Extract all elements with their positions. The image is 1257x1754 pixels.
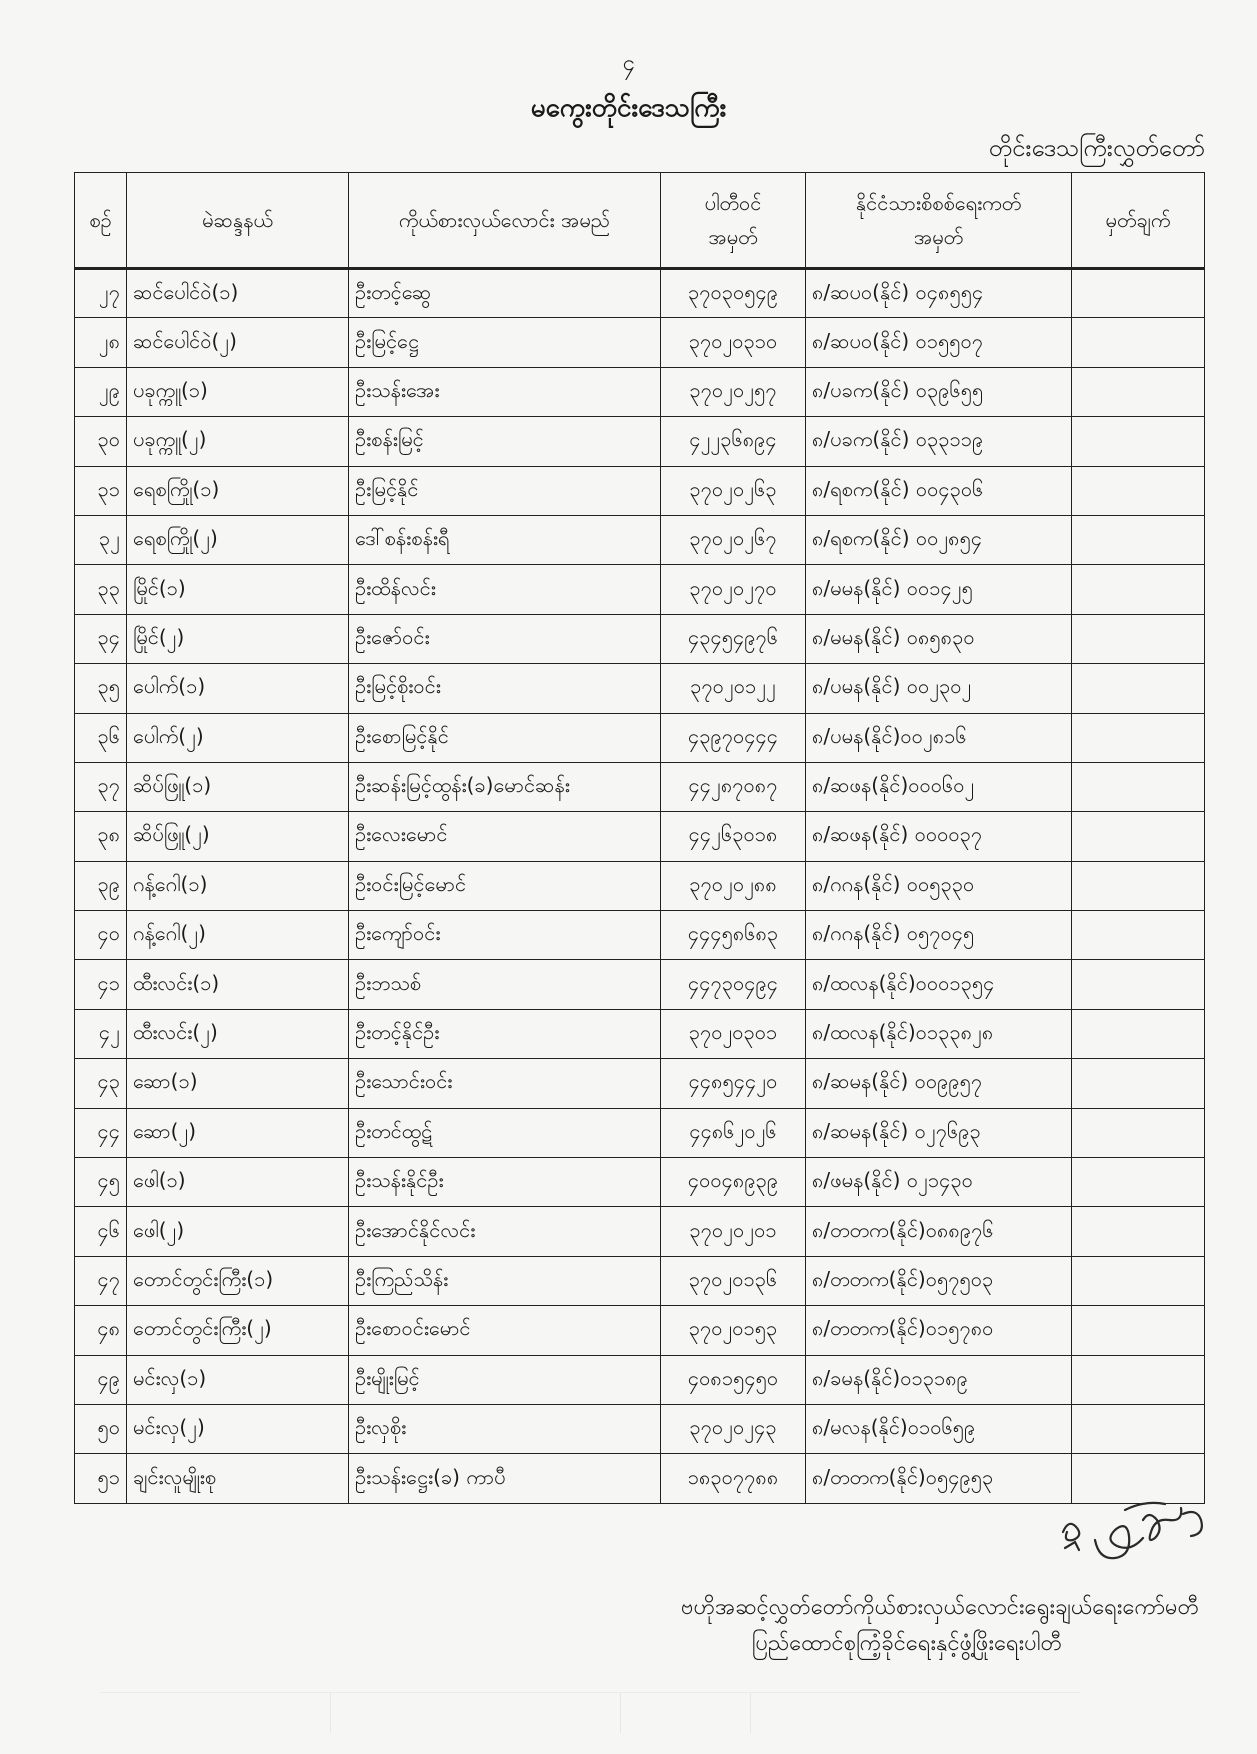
row-party-number: ၄၄၂၆၃၀၁၈ [661, 812, 806, 861]
row-constituency: ဂန့်ဂေါ(၂) [127, 911, 349, 960]
row-candidate-name: ဦးဘသစ် [349, 960, 661, 1009]
row-remark [1072, 812, 1205, 861]
row-constituency: မြိုင်(၂) [127, 614, 349, 663]
table-row [75, 466, 1205, 515]
row-number: ၄၃ [75, 1059, 127, 1108]
row-candidate-name: ဦးအောင်နိုင်လင်း [349, 1207, 661, 1256]
row-number: ၃၂ [75, 515, 127, 564]
row-party-number: ၃၇၀၂၀၃၁၀ [661, 318, 806, 367]
row-number: ၂၇ [75, 269, 127, 318]
row-candidate-name: ဦးကျော်ဝင်း [349, 911, 661, 960]
row-number: ၄၀ [75, 911, 127, 960]
row-constituency: ပေါက်(၂) [127, 713, 349, 762]
table-row [75, 1355, 1205, 1404]
candidate-table [74, 172, 1205, 1504]
row-remark [1072, 1158, 1205, 1207]
row-nrc-number: ၈/ထလန(နိုင်)၀၀၀၁၃၅၄ [806, 960, 1072, 1009]
row-constituency: ဆိပ်ဖြူ(၂) [127, 812, 349, 861]
row-candidate-name: ဦးဆန်းမြင့်ထွန်း(ခ)မောင်ဆန်း [349, 762, 661, 811]
row-candidate-name: ဦးစန်းမြင့် [349, 417, 661, 466]
table-row [75, 367, 1205, 416]
row-remark [1072, 466, 1205, 515]
row-nrc-number: ၈/ပမန(နိုင်) ၀၀၂၃၀၂ [806, 664, 1072, 713]
table-row [75, 713, 1205, 762]
header-name: ကိုယ်စားလှယ်လောင်း အမည် [349, 173, 661, 269]
row-candidate-name: ဦးသောင်းဝင်း [349, 1059, 661, 1108]
row-party-number: ၃၇၀၂၀၂၆၃ [661, 466, 806, 515]
row-number: ၃၀ [75, 417, 127, 466]
row-remark [1072, 1207, 1205, 1256]
row-remark [1072, 1355, 1205, 1404]
row-number: ၃၇ [75, 762, 127, 811]
row-remark [1072, 1404, 1205, 1453]
row-number: ၄၁ [75, 960, 127, 1009]
row-constituency: ဂန့်ဂေါ(၁) [127, 861, 349, 910]
row-number: ၅၁ [75, 1454, 127, 1503]
row-nrc-number: ၈/ဆမန(နိုင်) ၀၀၉၉၅၇ [806, 1059, 1072, 1108]
row-candidate-name: ဦးတင့်ဆွေ [349, 269, 661, 318]
row-number: ၂၉ [75, 367, 127, 416]
row-number: ၄၈ [75, 1306, 127, 1355]
row-nrc-number: ၈/မမန(နိုင်) ၀၀၁၄၂၅ [806, 565, 1072, 614]
table-row [75, 417, 1205, 466]
row-number: ၄၆ [75, 1207, 127, 1256]
row-candidate-name: ဦးမြင့်ဋ္ဌေ [349, 318, 661, 367]
row-nrc-number: ၈/ရစက(နိုင်) ၀၀၄၃၀၆ [806, 466, 1072, 515]
row-nrc-number: ၈/ဆဖန(နိုင်) ၀၀၀၀၃၇ [806, 812, 1072, 861]
row-candidate-name: ဦးမျိုးမြင့် [349, 1355, 661, 1404]
header-remarks: မှတ်ချက် [1072, 173, 1205, 269]
row-nrc-number: ၈/ဆမန(နိုင်) ၀၂၇၆၉၃ [806, 1108, 1072, 1157]
header-no: စဉ် [75, 173, 127, 269]
row-remark [1072, 614, 1205, 663]
row-remark [1072, 367, 1205, 416]
table-row [75, 1454, 1205, 1503]
row-nrc-number: ၈/ထလန(နိုင်)၀၁၃၃၈၂၈ [806, 1009, 1072, 1058]
bleed-through-lines [100, 1692, 1080, 1733]
table-row [75, 1009, 1205, 1058]
table-row [75, 614, 1205, 663]
row-nrc-number: ၈/တတက(နိုင်)၀၁၅၇၈၀ [806, 1306, 1072, 1355]
row-party-number: ၁၈၃၀၇၇၈၈ [661, 1454, 806, 1503]
table-row [75, 1059, 1205, 1108]
header-nrc-line1: နိုင်ငံသားစိစစ်ရေးကတ် [855, 191, 1022, 215]
row-number: ၄၅ [75, 1158, 127, 1207]
row-remark [1072, 911, 1205, 960]
row-remark [1072, 762, 1205, 811]
row-number: ၃၉ [75, 861, 127, 910]
row-candidate-name: ဦးတင့်နိုင်ဦး [349, 1009, 661, 1058]
row-candidate-name: ဒေါ်စန်းစန်းရီ [349, 515, 661, 564]
row-number: ၃၄ [75, 614, 127, 663]
row-candidate-name: ဦးဝင်းမြင့်မောင် [349, 861, 661, 910]
row-constituency: မင်းလှ(၁) [127, 1355, 349, 1404]
header-party-line1: ပါတီဝင် [704, 191, 762, 215]
row-candidate-name: ဦးလေးမောင် [349, 812, 661, 861]
row-remark [1072, 1306, 1205, 1355]
row-nrc-number: ၈/ဖမန(နိုင်) ၀၂၁၄၃၀ [806, 1158, 1072, 1207]
row-remark [1072, 1009, 1205, 1058]
row-candidate-name: ဦးမြင့်နိုင် [349, 466, 661, 515]
row-constituency: ဆင်ပေါင်ဝဲ(၁) [127, 269, 349, 318]
row-nrc-number: ၈/တတက(နိုင်)၀၅၇၅၀၃ [806, 1256, 1072, 1305]
row-number: ၂၈ [75, 318, 127, 367]
row-number: ၅၀ [75, 1404, 127, 1453]
row-nrc-number: ၈/ဂဂန(နိုင်) ၀၀၅၃၃၀ [806, 861, 1072, 910]
row-candidate-name: ဦးဇော်ဝင်း [349, 614, 661, 663]
row-candidate-name: ဦးစောမြင့်နိုင် [349, 713, 661, 762]
header-party [661, 173, 806, 269]
footer-party: ပြည်ထောင်စုကြံ့ခိုင်ရေးနှင့်ဖွံ့ဖြိုးရေးပါတီ [751, 1631, 1062, 1656]
row-remark [1072, 565, 1205, 614]
table-header-row [75, 173, 1205, 269]
row-constituency: မြိုင်(၁) [127, 565, 349, 614]
row-constituency: တောင်တွင်းကြီး(၁) [127, 1256, 349, 1305]
row-party-number: ၄၀၈၁၅၄၅၀ [661, 1355, 806, 1404]
row-candidate-name: ဦးထိန်လင်း [349, 565, 661, 614]
row-remark [1072, 960, 1205, 1009]
row-constituency: ဖေါ(၂) [127, 1207, 349, 1256]
row-party-number: ၄၀၀၄၈၉၃၉ [661, 1158, 806, 1207]
row-nrc-number: ၈/မလန(နိုင်)၀၁၀၆၅၉ [806, 1404, 1072, 1453]
row-number: ၄၇ [75, 1256, 127, 1305]
row-party-number: ၃၇၀၂၀၂၆၇ [661, 515, 806, 564]
row-nrc-number: ၈/ဂဂန(နိုင်) ၀၅၇၀၄၅ [806, 911, 1072, 960]
row-nrc-number: ၈/ခမန(နိုင်)၀၁၃၁၈၉ [806, 1355, 1072, 1404]
row-remark [1072, 417, 1205, 466]
row-party-number: ၃၇၀၂၀၁၃၆ [661, 1256, 806, 1305]
table-row [75, 960, 1205, 1009]
table-row [75, 1108, 1205, 1157]
row-nrc-number: ၈/ရစက(နိုင်) ၀၀၂၈၅၄ [806, 515, 1072, 564]
row-candidate-name: ဦးလှစိုး [349, 1404, 661, 1453]
row-number: ၃၅ [75, 664, 127, 713]
header-nrc-line2: အမှတ် [913, 225, 964, 249]
assembly-label: တိုင်းဒေသကြီးလွှတ်တော် [988, 134, 1205, 162]
table-row [75, 1256, 1205, 1305]
row-constituency: ရေစကြိုု(၁) [127, 466, 349, 515]
row-candidate-name: ဦးမြင့်စိုးဝင်း [349, 664, 661, 713]
table-row [75, 269, 1205, 318]
row-party-number: ၃၇၀၃၀၅၄၉ [661, 269, 806, 318]
row-remark [1072, 1108, 1205, 1157]
row-party-number: ၃၇၀၂၀၂၄၃ [661, 1404, 806, 1453]
row-nrc-number: ၈/ဆဖန(နိုင်)၀၀၀၆၀၂ [806, 762, 1072, 811]
table-row [75, 1306, 1205, 1355]
footer-committee: ဗဟိုအဆင့်လွှတ်တော်ကိုယ်စားလှယ်လောင်းရွေးချယ်ရေးကော်မတီ [681, 1595, 1199, 1620]
row-remark [1072, 861, 1205, 910]
row-number: ၃၃ [75, 565, 127, 614]
table-row [75, 1404, 1205, 1453]
row-constituency: ပေါက်(၁) [127, 664, 349, 713]
row-number: ၄၉ [75, 1355, 127, 1404]
table-row [75, 1207, 1205, 1256]
row-nrc-number: ၈/တတက(နိုင်)၀၈၈၉၇၆ [806, 1207, 1072, 1256]
row-nrc-number: ၈/ဆပဝ(နိုင်) ၀၄၈၅၅၄ [806, 269, 1072, 318]
row-party-number: ၄၄၂၈၇၀၈၇ [661, 762, 806, 811]
row-party-number: ၄၂၂၃၆၈၉၄ [661, 417, 806, 466]
row-remark [1072, 515, 1205, 564]
signature [1055, 1470, 1225, 1580]
row-party-number: ၃၇၀၂၀၂၅၇ [661, 367, 806, 416]
table-row [75, 911, 1205, 960]
row-nrc-number: ၈/ပခက(နိုင်) ၀၃၉၆၅၅ [806, 367, 1072, 416]
row-remark [1072, 1256, 1205, 1305]
row-party-number: ၃၇၀၂၀၃၀၁ [661, 1009, 806, 1058]
table-row [75, 861, 1205, 910]
table-row [75, 565, 1205, 614]
row-party-number: ၃၇၀၂၀၁၅၃ [661, 1306, 806, 1355]
table-row [75, 1158, 1205, 1207]
row-party-number: ၄၄၇၃၀၄၉၄ [661, 960, 806, 1009]
row-nrc-number: ၈/ပခက(နိုင်) ၀၃၃၁၁၉ [806, 417, 1072, 466]
row-constituency: ဆင်ပေါင်ဝဲ(၂) [127, 318, 349, 367]
header-constituency: မဲဆန္ဒနယ် [127, 173, 349, 269]
header-party-line2: အမှတ် [708, 225, 758, 249]
row-number: ၄၂ [75, 1009, 127, 1058]
table-row [75, 762, 1205, 811]
row-candidate-name: ဦးသန်းဋ္ဌေး(ခ) ကာပီ [349, 1454, 661, 1503]
row-constituency: ချင်းလူမျိုးစု [127, 1454, 349, 1503]
table-row [75, 318, 1205, 367]
row-nrc-number: ၈/မမန(နိုင်) ၀၈၅၈၃၀ [806, 614, 1072, 663]
row-party-number: ၄၃၉၇၀၄၄၄ [661, 713, 806, 762]
row-constituency: တောင်တွင်းကြီး(၂) [127, 1306, 349, 1355]
row-constituency: မင်းလှ(၂) [127, 1404, 349, 1453]
row-number: ၃၁ [75, 466, 127, 515]
row-constituency: ဆိပ်ဖြူ(၁) [127, 762, 349, 811]
row-nrc-number: ၈/တတက(နိုင်)၀၅၄၉၅၃ [806, 1454, 1072, 1503]
row-party-number: ၄၃၄၅၄၉၇၆ [661, 614, 806, 663]
row-number: ၃၆ [75, 713, 127, 762]
header-nrc [806, 173, 1072, 269]
table-row [75, 812, 1205, 861]
row-remark [1072, 713, 1205, 762]
row-constituency: ထီးလင်း(၁) [127, 960, 349, 1009]
region-title: မကွေးတိုင်းဒေသကြီး [530, 93, 727, 123]
row-constituency: ပခုက္ကူ(၂) [127, 417, 349, 466]
row-constituency: ရေစကြိုု(၂) [127, 515, 349, 564]
table-body [75, 269, 1205, 1504]
row-constituency: ဖေါ(၁) [127, 1158, 349, 1207]
row-constituency: ဆော(၁) [127, 1059, 349, 1108]
table-row [75, 664, 1205, 713]
row-candidate-name: ဦးသန်းနိုင်ဦး [349, 1158, 661, 1207]
row-number: ၄၄ [75, 1108, 127, 1157]
row-party-number: ၄၄၈၆၂၀၂၆ [661, 1108, 806, 1157]
row-candidate-name: ဦးကြည်သိန်း [349, 1256, 661, 1305]
row-constituency: ပခုက္ကူ(၁) [127, 367, 349, 416]
table-row [75, 515, 1205, 564]
row-candidate-name: ဦးတင်ထွဋ် [349, 1108, 661, 1157]
row-constituency: ဆော(၂) [127, 1108, 349, 1157]
row-number: ၃၈ [75, 812, 127, 861]
row-party-number: ၃၇၀၂၀၁၂၂ [661, 664, 806, 713]
page-number: ၄ [622, 51, 635, 76]
row-nrc-number: ၈/ဆပဝ(နိုင်) ၀၁၅၅၀၇ [806, 318, 1072, 367]
row-remark [1072, 1059, 1205, 1108]
row-remark [1072, 269, 1205, 318]
row-party-number: ၄၄၈၅၄၄၂၀ [661, 1059, 806, 1108]
row-candidate-name: ဦးသန်းအေး [349, 367, 661, 416]
row-party-number: ၄၄၄၅၈၆၈၃ [661, 911, 806, 960]
row-remark [1072, 318, 1205, 367]
row-candidate-name: ဦးစောဝင်းမောင် [349, 1306, 661, 1355]
row-constituency: ထီးလင်း(၂) [127, 1009, 349, 1058]
row-party-number: ၃၇၀၂၀၂၀၁ [661, 1207, 806, 1256]
row-party-number: ၃၇၀၂၀၂၇၀ [661, 565, 806, 614]
row-nrc-number: ၈/ပမန(နိုင်)၀၀၂၈၁၆ [806, 713, 1072, 762]
row-party-number: ၃၇၀၂၀၂၈၈ [661, 861, 806, 910]
row-remark [1072, 664, 1205, 713]
